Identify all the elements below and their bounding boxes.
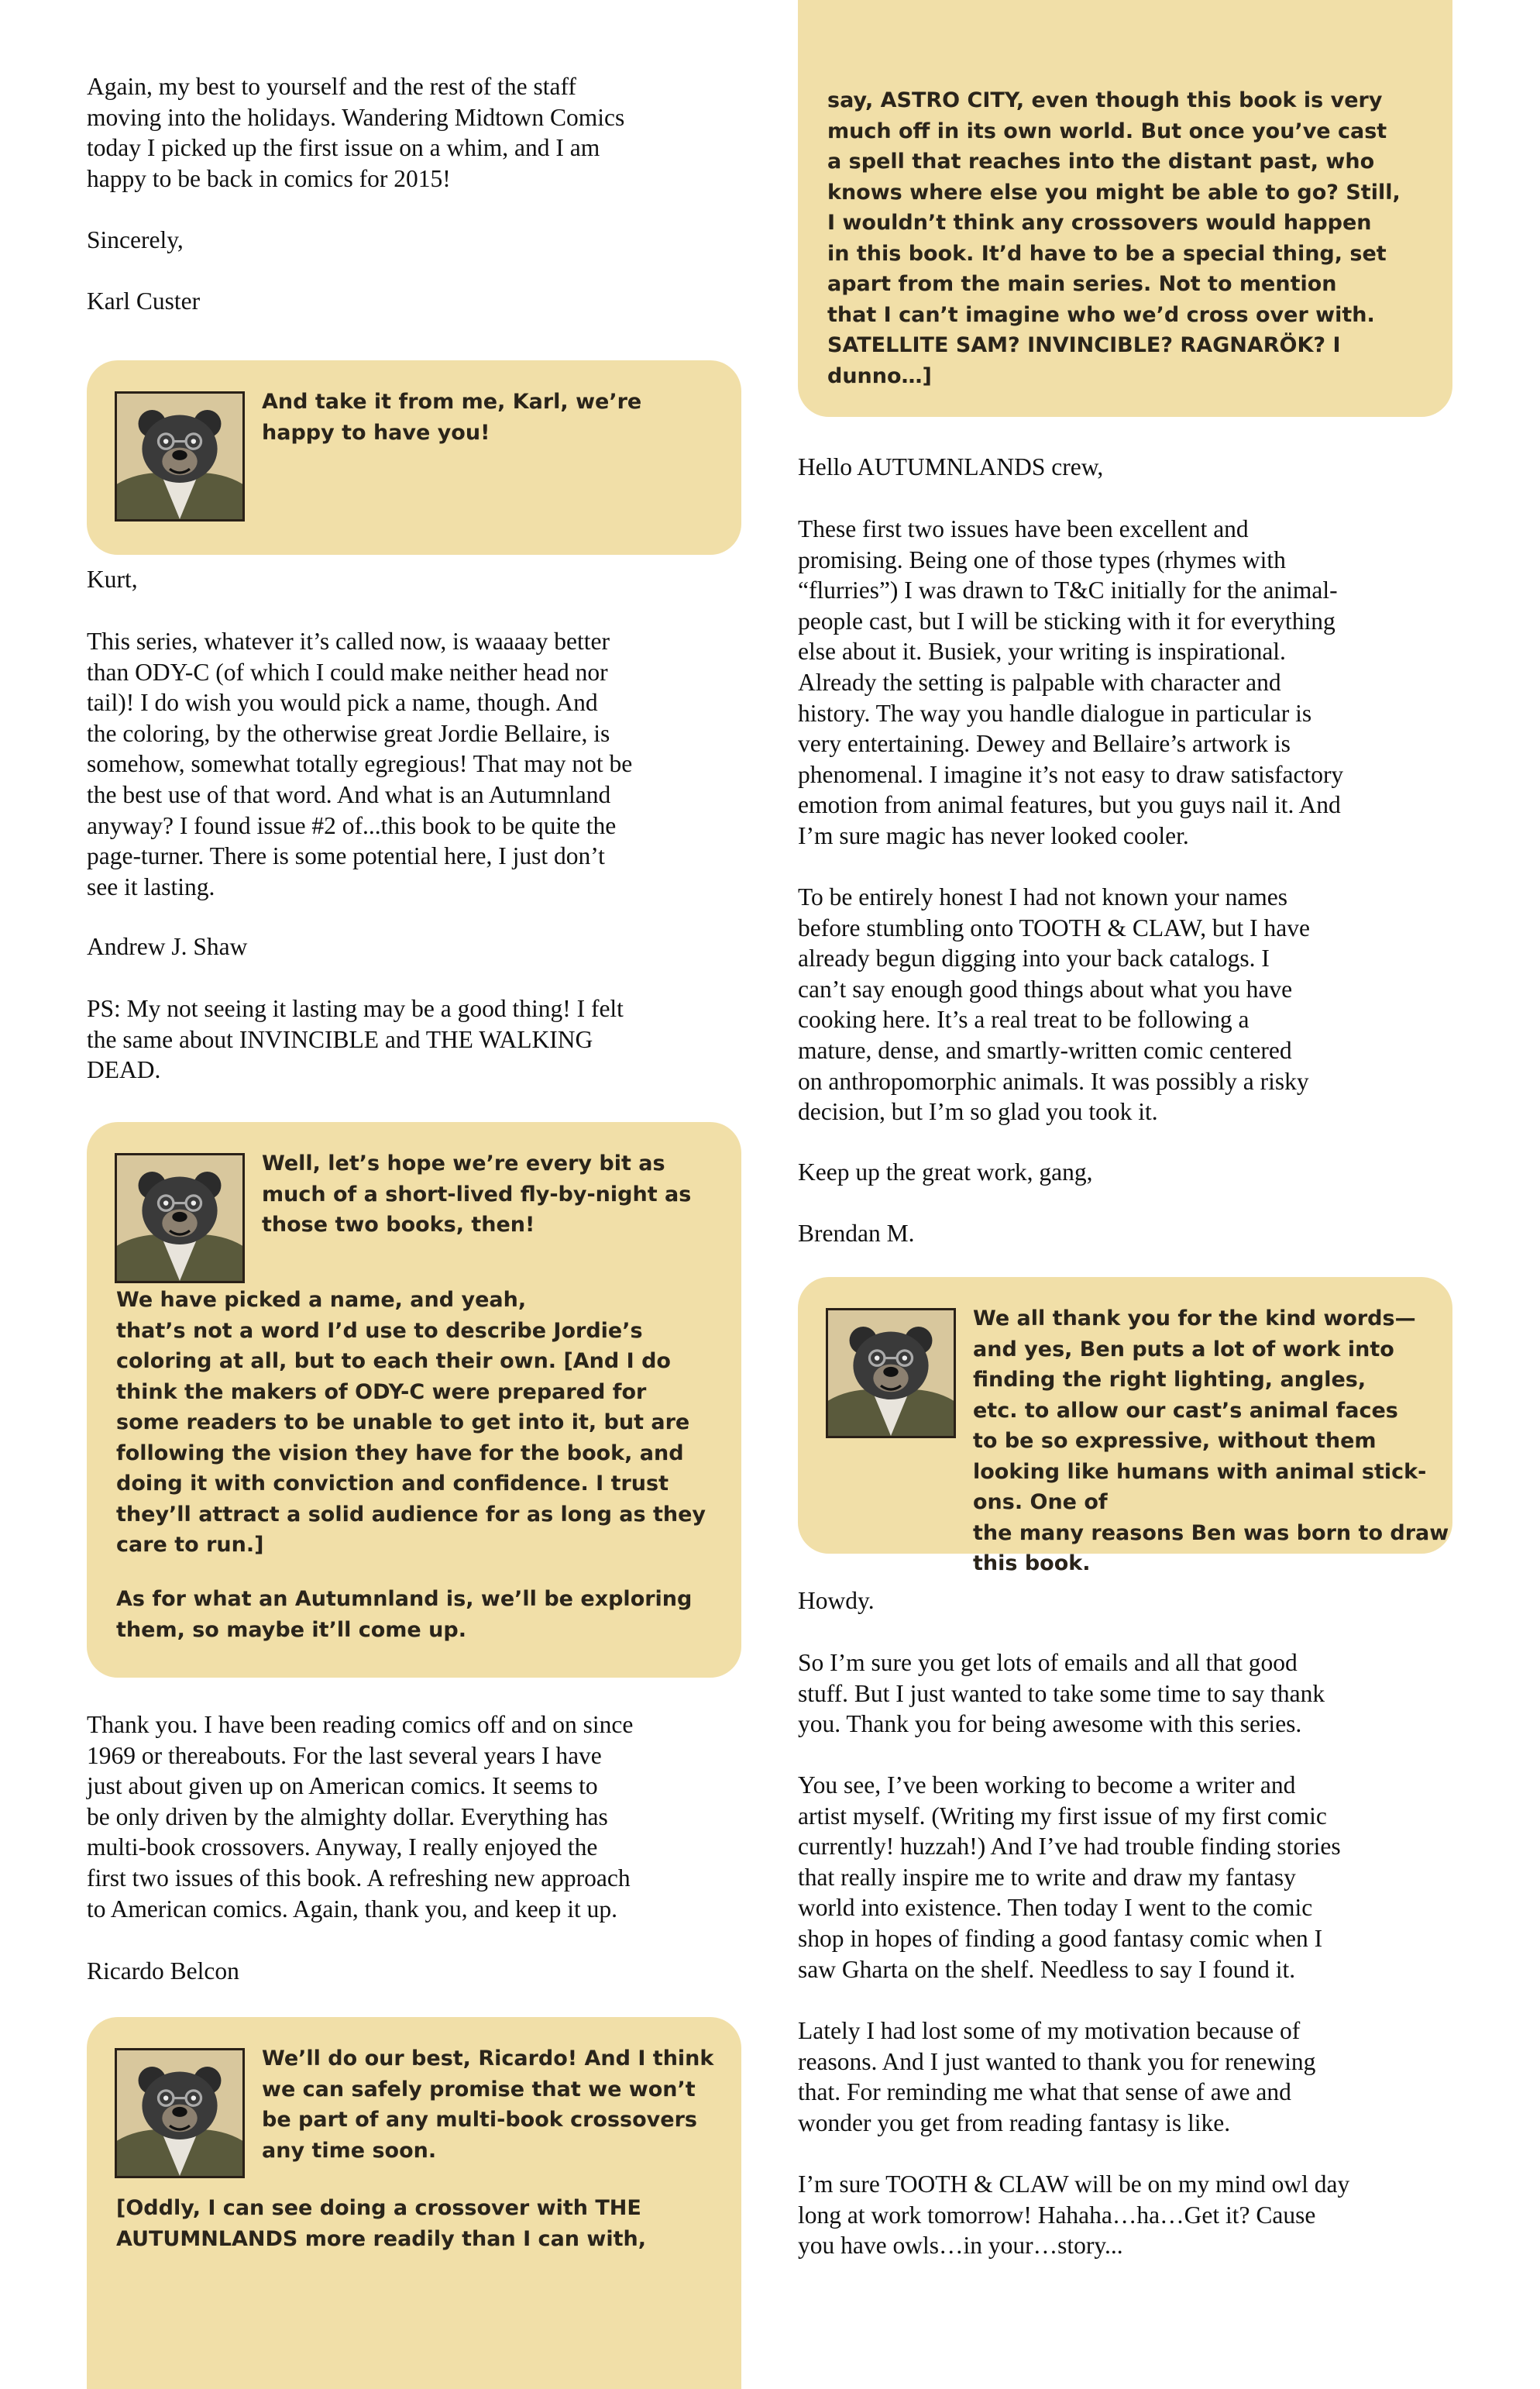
editor-reply-box [87, 2017, 741, 2389]
editor-reply-text: We have picked a name, and yeah, that’s not a word I’d use to describe Jordie’s coloring at all, but to each their own. [And I do think the makers of ODY-C were prepared for some readers to be unable to get into it, but are following the vision they have for the book, and doing it with conviction and confidence. I trust they’ll attract a solid audience for as long as they care to run.] [116, 1288, 706, 1557]
editor-reply-box [798, 0, 1452, 417]
editor-reply-box [87, 360, 741, 555]
letter-paragraph: Sincerely, [87, 226, 184, 253]
editor-reply-box [87, 1122, 741, 1678]
editor-reply-text: And take it from me, Karl, we’re happy to have you! [262, 390, 642, 445]
editor-reply-box [798, 1277, 1452, 1575]
letter-paragraph: I’m sure TOOTH & CLAW will be on my mind owl day long at work tomorrow! Hahaha…ha…Get it? Cause you have owls…in your…story... [798, 2170, 1350, 2260]
bear-editor-icon [115, 2048, 245, 2178]
letter-paragraph: Keep up the great work, gang, [798, 1158, 1093, 1186]
letter-paragraph: These first two issues have been excellent and promising. Being one of those types (rhymes with “flurries”) I was drawn to T&C initially for the animal- people cast, but I will be sticking with it for everything else about it. Busiek, your writing is inspirational. Already the setting is palpable with character and history. The way you handle dialogue in particular is very entertaining. Dewey and Bellaire’s artwork is phenomenal. I imagine it’s not easy to draw satisfactory emotion from animal features, but you guys nail it. And I’m sure magic has never looked cooler. [798, 515, 1344, 849]
letter-paragraph: Thank you. I have been reading comics off and on since 1969 or thereabouts. For the last several years I have just about given up on American comics. It seems to be only driven by the almighty dollar. Everything has multi-book crossovers. Anyway, I really enjoyed the first two issues of this book. A refreshing new approach to American comics. Again, thank you, and keep it up. [87, 1711, 634, 1923]
bear-editor-icon [826, 1308, 956, 1438]
letter-paragraph: To be entirely honest I had not known your names before stumbling onto TOOTH & CLAW, but I have already begun digging into your back catalogs. I can’t say enough good things about what you have cooking here. It’s a real treat to be following a mature, dense, and smartly-written comic centered on anthropomorphic animals. It was possibly a risky decision, but I’m so glad you took it. [798, 883, 1310, 1126]
editor-reply-text: We’ll do our best, Ricardo! And I think we can safely promise that we won’t be part of any multi-book crossovers any time soon. [262, 2046, 714, 2163]
letter-paragraph: Hello AUTUMNLANDS crew, [798, 453, 1104, 480]
editor-reply-text: say, ASTRO CITY, even though this book is very much off in its own world. But once you’ve cast a spell that reaches into the distant past, who knows where else you might be able to go? Still, I wouldn’t think any crossovers would happen in this book. It’d have to be a special thing, set apart from the main series. Not to mention that I can’t imagine who we’d cross over with. SATELLITE SAM? INVINCIBLE? RAGNARÖK? I dunno…] [827, 88, 1401, 388]
letter-paragraph: You see, I’ve been working to become a writer and artist myself. (Writing my first issue of my first comic currently! huzzah!) And I’ve had trouble finding stories that really inspire me to write and draw my fantasy world into existence. Then today I went to the comic shop in hopes of finding a good fantasy comic when I saw Gharta on the shelf. Needless to say I found it. [798, 1771, 1341, 1983]
letter-paragraph: PS: My not seeing it lasting may be a good thing! I felt the same about INVINCIBLE and THE WALKING DEAD. [87, 995, 624, 1084]
bear-editor-icon [115, 1153, 245, 1283]
letter-paragraph: Howdy. [798, 1587, 875, 1614]
letter-signature: Brendan M. [798, 1220, 915, 1247]
editor-reply-text: As for what an Autumnland is, we’ll be exploring them, so maybe it’ll come up. [116, 1587, 693, 1642]
letter-paragraph: Again, my best to yourself and the rest of the staff moving into the holidays. Wandering Midtown Comics today I picked up the first issue on a whim, and I am happy to be back in comics for 2015! [87, 73, 625, 192]
editor-reply-text: [Oddly, I can see doing a crossover with THE AUTUMNLANDS more readily than I can with, [116, 2196, 646, 2251]
editor-reply-text: We all thank you for the kind words— and yes, Ben puts a lot of work into finding the right lighting, angles, etc. to allow our cast’s animal faces to be so expressive, without them looking like humans with animal stick-ons. One of the many reasons Ben was born to draw this book. [973, 1306, 1449, 1575]
letter-paragraph: Lately I had lost some of my motivation because of reasons. And I just wanted to thank you for renewing that. For reminding me what that sense of awe and wonder you get from reading fantasy is like. [798, 2017, 1316, 2136]
letter-paragraph: So I’m sure you get lots of emails and all that good stuff. But I just wanted to take some time to say thank you. Thank you for being awesome with this series. [798, 1649, 1325, 1738]
letter-signature: Ricardo Belcon [87, 1957, 239, 1985]
editor-reply-text: Well, let’s hope we’re every bit as much of a short-lived fly-by-night as those two books, then! [262, 1151, 692, 1237]
letter-signature: Karl Custer [87, 287, 201, 315]
letter-paragraph: Kurt, [87, 566, 138, 593]
bear-editor-icon [115, 391, 245, 522]
letter-signature: Andrew J. Shaw [87, 933, 248, 960]
letter-paragraph: This series, whatever it’s called now, is waaaay better than ODY-C (of which I could make neither head nor tail)! I do wish you would pick a name, though. And the coloring, by the otherwise great Jordie Bellaire, is somehow, somewhat totally egregious! That may not be the best use of that word. And what is an Autumnland anyway? I found issue #2 of...this book to be quite the page-turner. There is some potential here, I just don’t see it lasting. [87, 628, 633, 900]
